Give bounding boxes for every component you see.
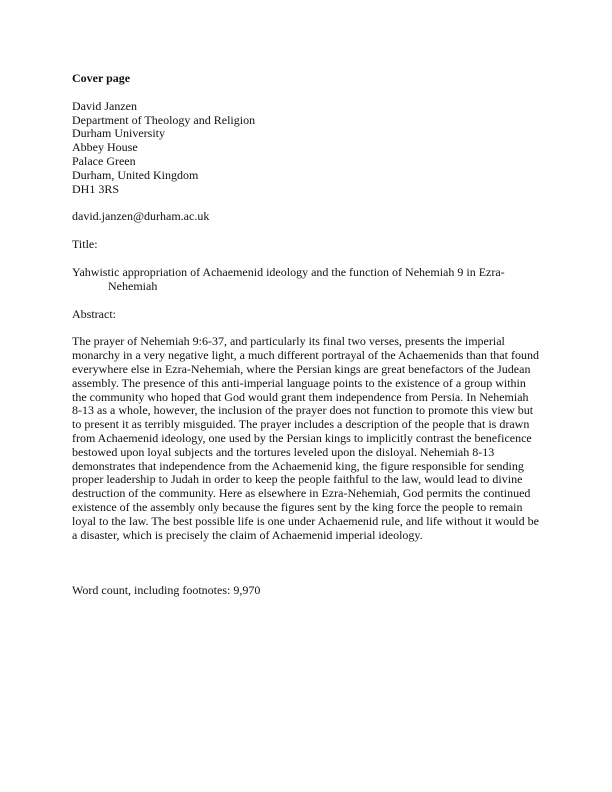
word-count: Word count, including footnotes: 9,970 xyxy=(72,583,261,598)
page-heading: Cover page xyxy=(72,71,131,85)
postcode-line: DH1 3RS xyxy=(72,181,120,196)
street-line: Palace Green xyxy=(72,153,136,168)
university-line: Durham University xyxy=(72,126,165,141)
title-label: Title: xyxy=(72,237,98,252)
building-line: Abbey House xyxy=(72,140,138,155)
cover-page xyxy=(72,72,540,598)
author-name: David Janzen xyxy=(72,98,137,113)
department-line: Department of Theology and Religion xyxy=(72,112,256,127)
author-address xyxy=(72,100,540,197)
city-line: Durham, United Kingdom xyxy=(72,167,199,182)
paper-title: Yahwistic appropriation of Achaemenid ideology and the function of Nehemiah 9 in Ezra-Nehemiah xyxy=(72,264,505,293)
abstract-label: Abstract: xyxy=(72,306,116,321)
abstract-text: The prayer of Nehemiah 9:6-37, and particularly its final two verses, presents the imperial monarchy in a very negative light, a much different portrayal of the Achaemenids than that found everywhere else in Ezra-Nehemiah, where the Persian kings are great benefactors of the Judean assembly. The presence of this anti-imperial language points to the existence of a group within the community who hoped that God would grant them independence from Persia. In Nehemiah 8-13 as a whole, however, the inclusion of the prayer does not function to promote this view but to present it as terribly misguided. The prayer includes a description of the people that is drawn from Achaemenid ideology, one used by the Persian kings to implicitly contrast the beneficence bestowed upon loyal subjects and the tortures leveled upon the disloyal. Nehemiah 8-13 demonstrates that independence from the Achaemenid king, the figure responsible for sending proper leadership to Judah in order to keep the people faithful to the law, would lead to divine destruction of the community. Here as elsewhere in Ezra-Nehemiah, God permits the continued existence of the assembly only because the figures sent by the king force the people to remain loyal to the law. The best possible life is one under Achaemenid rule, and life without it would be a disaster, which is precisely the claim of Achaemenid imperial ideology. xyxy=(72,334,539,542)
author-email: david.janzen@durham.ac.uk xyxy=(72,209,210,224)
